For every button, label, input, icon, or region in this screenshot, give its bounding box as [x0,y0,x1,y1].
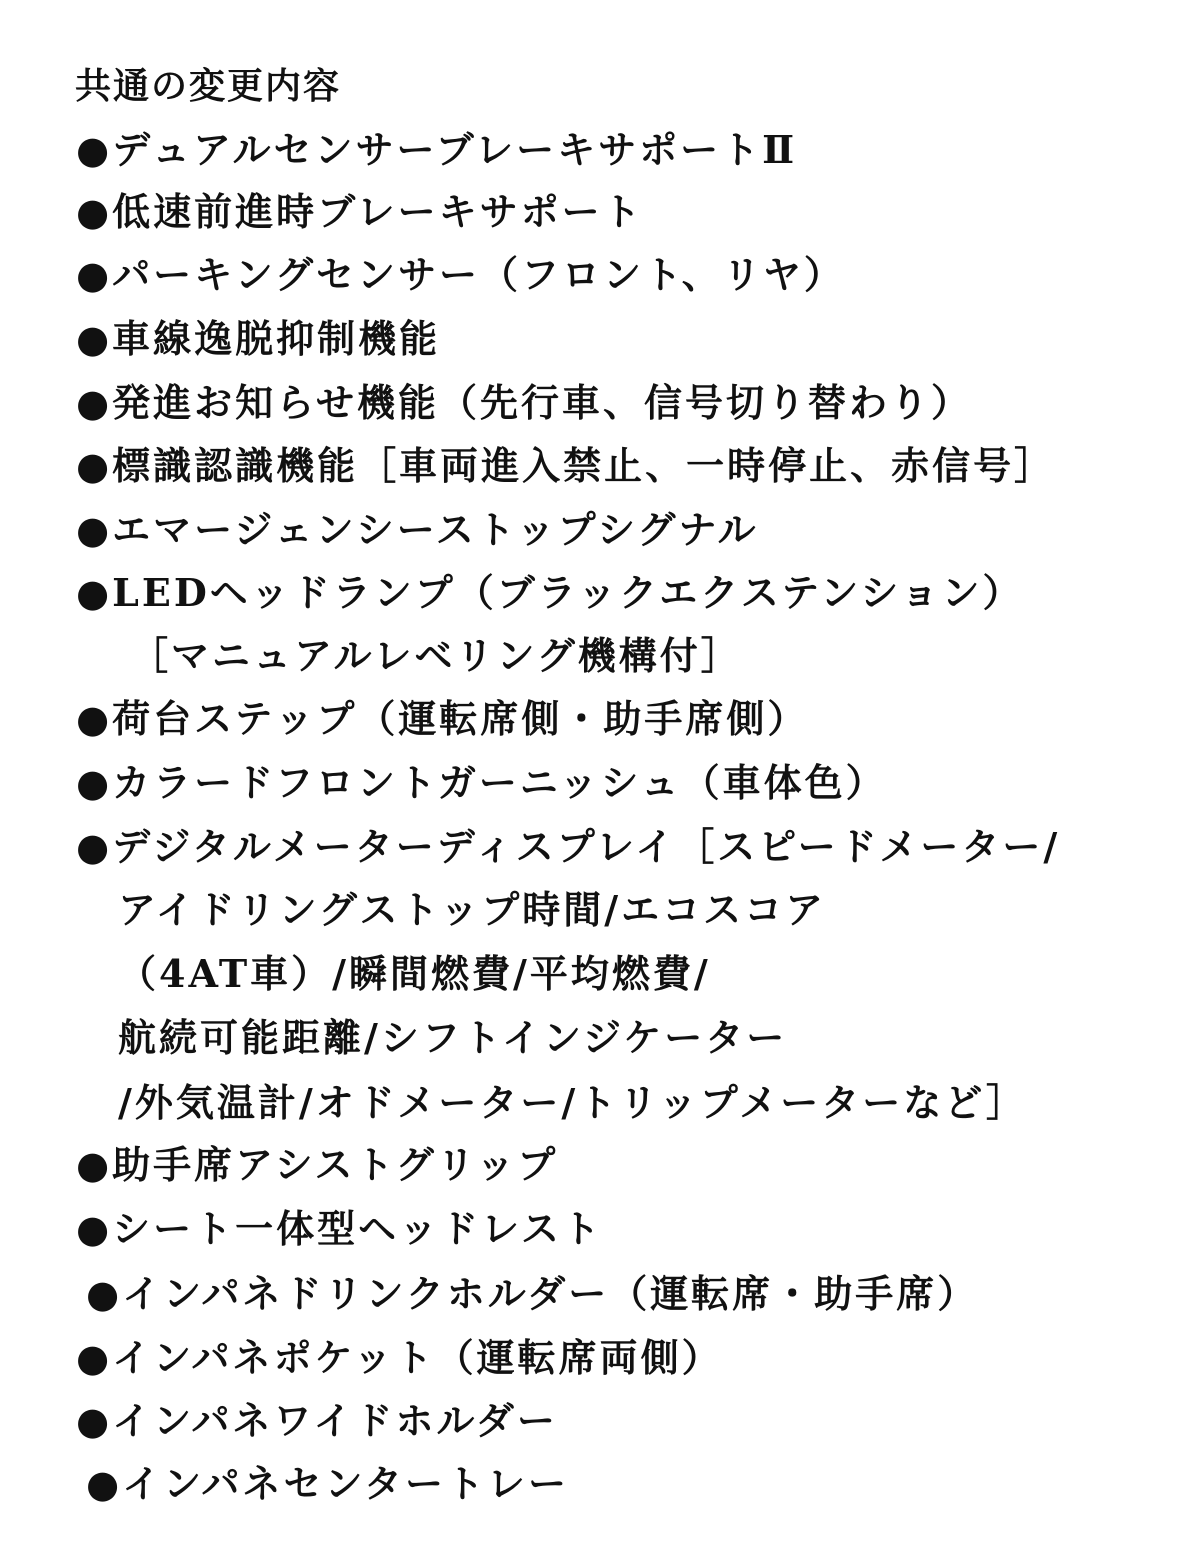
list-item-continuation: /外気温計/オドメーター/トリップメーターなど］ [118,1080,1027,1125]
list-item: ●荷台ステップ（運転席側・助手席側） [76,696,809,741]
list-item-continuation: （4AT車）/瞬間燃費/平均燃費/ [118,951,711,996]
list-item: ●LEDヘッドランプ（ブラックエクステンション） [76,570,1024,615]
list-item: ●パーキングセンサー（フロント、リヤ） [76,252,845,297]
list-item: ●発進お知らせ機能（先行車、信号切り替わり） [76,380,973,425]
list-item: ●標識認識機能［車両進入禁止、一時停止、赤信号］ [76,443,1056,488]
list-item-continuation: ［マニュアルレベリング機構付］ [130,633,742,678]
list-item-continuation: 航続可能距離/シフトインジケーター [118,1015,788,1060]
list-item: ●シート一体型ヘッドレスト [76,1206,604,1251]
list-item: ●カラードフロントガーニッシュ（車体色） [76,760,887,805]
list-item: ●インパネドリンクホルダー（運転席・助手席） [86,1271,979,1316]
list-item: ●エマージェンシーストップシグナル [76,507,759,552]
list-item: ●助手席アシストグリップ [76,1142,559,1187]
list-item: ●インパネポケット（運転席両側） [76,1335,723,1380]
list-item: ●デジタルメーターディスプレイ［スピードメーター/ [76,824,1061,869]
list-item: ●低速前進時ブレーキサポート [76,189,644,234]
list-item: ●車線逸脱抑制機能 [76,316,441,361]
list-item: ●インパネセンタートレー [86,1461,569,1506]
list-item-continuation: アイドリングストップ時間/エコスコア [118,887,827,932]
heading: 共通の変更内容 [75,65,342,107]
list-item: ●インパネワイドホルダー [76,1398,558,1443]
list-item: ●デュアルセンサーブレーキサポートⅡ [76,127,798,172]
